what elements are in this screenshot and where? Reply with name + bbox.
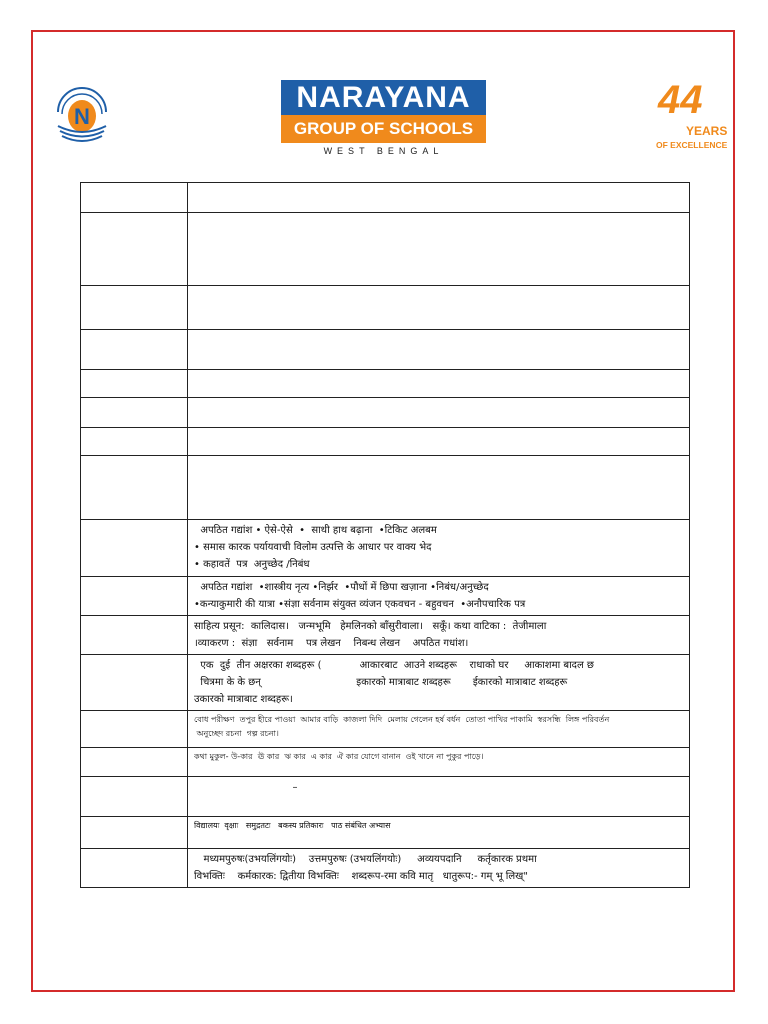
table-row [81, 748, 690, 777]
row-label-cell [81, 655, 188, 711]
content-line: • समास कारक पर्यायवाची विलोम उत्पत्ति के आधार पर वाक्य भेद [194, 542, 432, 553]
row-label-cell [81, 711, 188, 748]
row-label-cell [81, 748, 188, 777]
content-line: एक दुई तीन अक्षरका शब्दहरू ( आकारबाट आउने शब्दहरू राधाको घर आकाशमा बादल छ [194, 660, 594, 671]
syllabus-table [80, 182, 690, 888]
table-row [81, 456, 690, 520]
row-label-cell [81, 456, 188, 520]
row-label-cell [81, 520, 188, 577]
table-row [81, 286, 690, 330]
brand-title: NARAYANA [281, 80, 486, 115]
content-line: – [194, 782, 298, 793]
row-label-cell [81, 817, 188, 849]
row-label-cell [81, 370, 188, 398]
narayana-seal-logo [52, 86, 112, 150]
row-label-cell [81, 428, 188, 456]
row-content-cell [188, 777, 690, 817]
table-row [81, 213, 690, 286]
row-content-cell [188, 577, 690, 616]
table-row [81, 711, 690, 748]
content-line: चित्रमा के के छन् इकारको मात्राबाट शब्दहरू ईकारको मात्राबाट शब्दहरू [194, 677, 568, 688]
brand-subtitle: GROUP OF SCHOOLS [281, 115, 486, 143]
row-content-cell [188, 286, 690, 330]
content-line: বোধ পরীক্ষণ তপুর হীরে পাওয়া আমার বাড়ি কাজলা দিদি মেলায় গেলেন হর্ষ বর্ধন তোতা পাখির পাকামি স্বরসন্ধি লিঙ্গ পরিবর্তন [194, 715, 610, 724]
row-content-cell [188, 748, 690, 777]
table-row [81, 330, 690, 370]
table-row [81, 183, 690, 213]
years-badge-logo [652, 78, 732, 156]
row-label-cell [81, 577, 188, 616]
content-line: साहित्य प्रसून: कालिदास। जन्मभूमि हेमलिनको बाँसुरीवाला। सकूँ। कथा वाटिका : तेजीमाला [194, 621, 547, 632]
row-content-cell [188, 330, 690, 370]
table-row [81, 428, 690, 456]
table-row [81, 398, 690, 428]
table-row [81, 849, 690, 888]
row-content-cell [188, 616, 690, 655]
years-number: 44 [658, 78, 703, 122]
row-content-cell [188, 398, 690, 428]
content-line: অনুচ্ছেদ রচনা গল্প রচনা। [194, 729, 279, 738]
content-line: मध्यमपुरुषः(उभयलिंगयोः) उत्तमपुरुषः (उभयलिंगयोः) अव्ययपदानि कर्तृकारक प्रथमा [194, 854, 537, 865]
row-content-cell [188, 428, 690, 456]
row-label-cell [81, 777, 188, 817]
row-label-cell [81, 286, 188, 330]
table-row [81, 777, 690, 817]
years-subtitle: OF EXCELLENCE [656, 140, 728, 150]
row-label-cell [81, 213, 188, 286]
content-line: • कहावतें पत्र अनुच्छेद /निबंध [194, 559, 310, 570]
table-row [81, 577, 690, 616]
row-label-cell [81, 616, 188, 655]
content-line: अपठित गद्यांश • ऐसे-ऐसे • साथी हाथ बढ़ाना •टिकिट अलबम [194, 525, 437, 536]
table-row [81, 655, 690, 711]
svg-text:N: N [74, 104, 90, 129]
table-row [81, 616, 690, 655]
table-row [81, 520, 690, 577]
row-content-cell [188, 213, 690, 286]
row-content-cell [188, 817, 690, 849]
row-label-cell [81, 398, 188, 428]
row-content-cell [188, 520, 690, 577]
row-content-cell [188, 183, 690, 213]
content-line: विभक्तिः कर्मकारक: द्वितीया विभक्तिः शब्दरूप-रमा कवि मातृ धातुरूप:- गम् भू लिख्" [194, 871, 528, 882]
row-content-cell [188, 655, 690, 711]
row-content-cell [188, 849, 690, 888]
content-line: अपठित गद्यांश •शास्त्रीय नृत्य •निर्झर •पौधों में छिपा खज़ाना •निबंध/अनुच्छेद [194, 582, 489, 593]
row-content-cell [188, 370, 690, 398]
row-label-cell [81, 330, 188, 370]
table-row [81, 370, 690, 398]
narayana-brand-logo [281, 80, 486, 158]
content-line: কথা মুকুল- উ-কার ঊ কার ঋ কার এ কার ঐ কার যোগে বানান ওই খানে না পুকুর পাড়ে। [194, 752, 484, 761]
content-line: •कन्याकुमारी की यात्रा •संज्ञा सर्वनाम संयुक्त व्यंजन एकवचन - बहुवचन •अनौपचारिक पत्र [194, 599, 526, 610]
brand-region: WEST BENGAL [323, 146, 444, 156]
table-row [81, 817, 690, 849]
row-label-cell [81, 849, 188, 888]
row-content-cell [188, 711, 690, 748]
years-label: YEARS [686, 124, 728, 138]
content-line: ।व्याकरण : संज्ञा सर्वनाम पत्र लेखन निबन्ध लेखन अपठित गधांश। [194, 638, 469, 649]
row-content-cell [188, 456, 690, 520]
content-line: उकारको मात्राबाट शब्दहरू। [194, 694, 293, 705]
row-label-cell [81, 183, 188, 213]
content-line: विद्यालयः वृक्षाः समुद्रतटः बकस्य प्रतिकारः पाठ संबंधित अभ्यास [194, 821, 391, 830]
